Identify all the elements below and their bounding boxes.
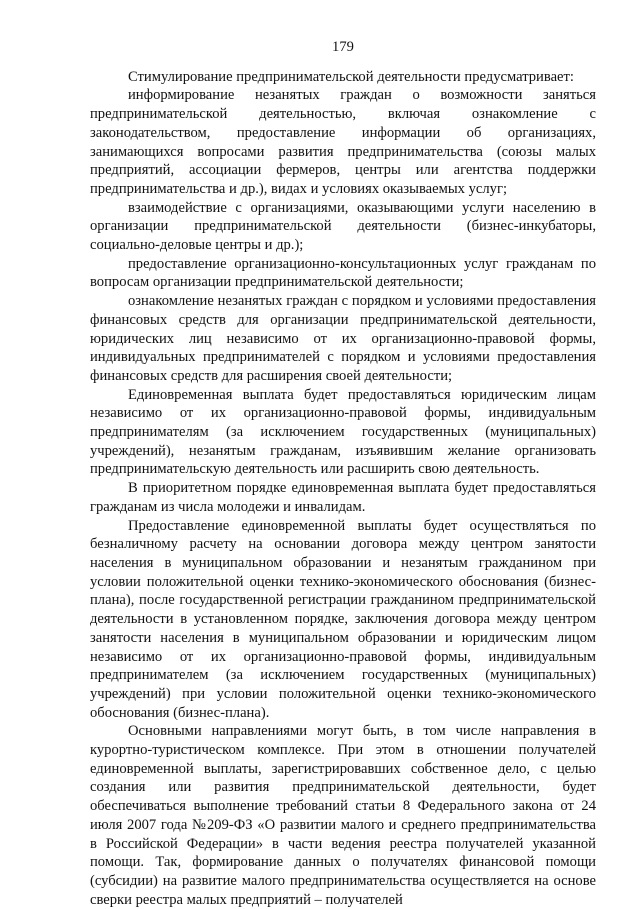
document-page — [90, 38, 596, 909]
paragraph-consulting: предоставление организационно-консультационных услуг гражданам по вопросам организации предпринимательской деятельности; — [90, 255, 596, 291]
paragraph-provision: Предоставление единовременной выплаты будет осуществляться по безналичному расчету на основании договора между центром занятости населения в муниципальном образовании и незанятым гражданином при условии положительной оценки технико-экономического обоснования (бизнес-плана), после государственной регистрации гражданином предпринимательской деятельности в установленном порядке, заключения договора между центром занятости населения в муниципальном образовании и юридическим лицом независимо от их организационно-правовой формы, индивидуальным предпринимателем (за исключением государственных (муниципальных) учреждений) при условии положительной оценки технико-экономического обоснования (бизнес-плана). — [90, 517, 596, 721]
paragraph-intro: Стимулирование предпринимательской деятельности предусматривает: — [128, 68, 574, 85]
paragraph-directions: Основными направлениями могут быть, в том числе направления в курортно-туристическом комплексе. При этом в отношении получателей единовременной выплаты, зарегистрировавших собственное дело, с целью создания или развития предпринимательской деятельности, будет обеспечиваться выполнение требований статьи 8 Федерального закона от 24 июля 2007 года №209-ФЗ «О развитии малого и среднего предпринимательства в Российской Федерации» в части ведения реестра получателей указанной помощи. Так, формирование данных о получателях финансовой помощи (субсидии) на развитие малого предпринимательства осуществляется на основе сверки реестра малых предприятий – получателей — [90, 723, 596, 908]
page-number: 179 — [332, 39, 354, 55]
paragraph-familiarization: ознакомление незанятых граждан с порядком и условиями предоставления финансовых средств для организации предпринимательской деятельности, юридических лиц независимо от их организационно-правовой формы, индивидуальных предпринимателей с порядком и условиями предоставления финансовых средств для расширения своей деятельности; — [90, 293, 596, 384]
paragraph-interaction: взаимодействие с организациями, оказывающими услуги населению в организации предпринимательской деятельности (бизнес-инкубаторы, социально-деловые центры и др.); — [90, 199, 596, 254]
paragraph-informing: информирование незанятых граждан о возможности заняться предпринимательской деятельностью, включая ознакомление с законодательством, предоставление информации об организациях, занимающихся вопросами развития предпринимательства (союзы малых предприятий, ассоциации фермеров, центры или агентства поддержки предпринимательства и др.), видах и условиях оказываемых услуг; — [90, 87, 596, 197]
paragraph-priority: В приоритетном порядке единовременная выплата будет предоставляться гражданам из числа молодежи и инвалидам. — [90, 480, 596, 515]
paragraph-lump-sum: Единовременная выплата будет предоставляться юридическим лицам независимо от их организационно-правовой формы, индивидуальным предпринимателям (за исключением государственных (муниципальных) учреждений), незанятым гражданам, изъявившим желание организовать предпринимательскую деятельность или расширить свою деятельность. — [90, 386, 596, 478]
